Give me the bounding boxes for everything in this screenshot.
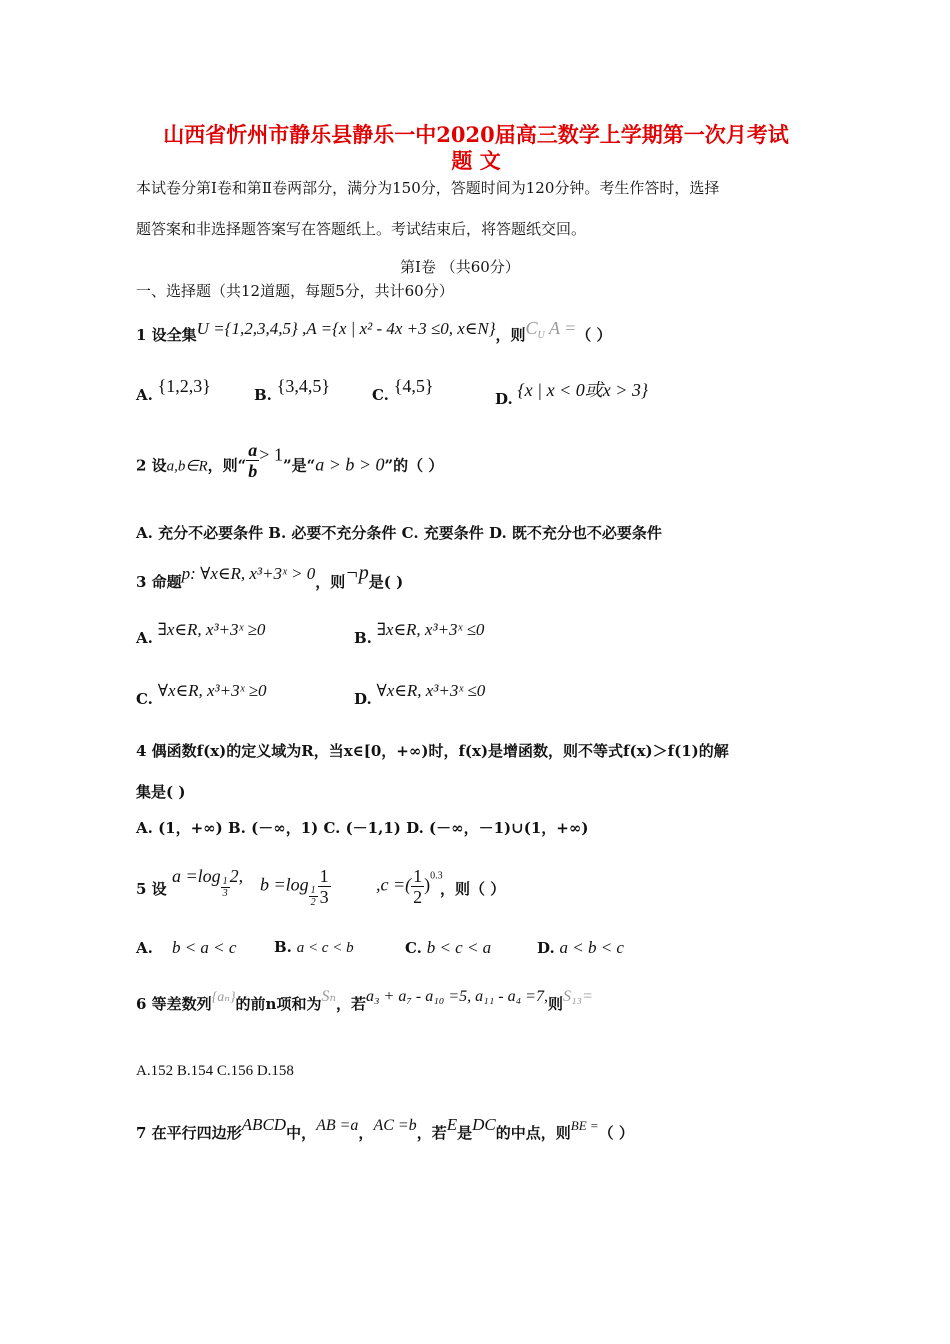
q3-option-c: C. ∀x∈R, x³+3ˣ ≥0	[136, 681, 267, 708]
q1-math-complement: $C_U$ A =	[525, 318, 577, 341]
q3-option-a: A. ∃x∈R, x³+3ˣ ≥0	[136, 620, 266, 647]
question-4-stem-line1: 4 偶函数f(x)的定义域为R，当x∈[0，+∞)时，f(x)是增函数，则不等式f(x)＞f(1)的解	[136, 742, 729, 760]
q5-option-d: D. a < b < c	[537, 938, 624, 957]
q2-options: A. 充分不必要条件 B. 必要不充分条件 C. 充要条件 D. 既不充分也不必要条件	[136, 524, 662, 542]
q5-option-c: C. b < c < a	[405, 938, 492, 957]
q1-option-a: A. {1,2,3}	[136, 376, 211, 404]
section-part: 一、选择题（共12道题，每题5分，共计60分）	[136, 282, 454, 300]
question-2-stem: 2 设a,b∈R，则“ $\frac{a}{b}$ > 1”是“a > b > 0”的（ ）	[136, 440, 444, 481]
question-3-stem: 3 命题p: ∀x∈R, x³+3ˣ > 0，则¬p是( )	[136, 562, 404, 591]
exam-title-line1: 山西省忻州市静乐县静乐一中2020届高三数学上学期第一次月考试	[163, 122, 789, 147]
q1-stem-mid: ，则	[495, 326, 526, 344]
q3-option-d: D. ∀x∈R, x³+3ˣ ≤0	[354, 681, 486, 708]
question-4-stem-line2: 集是( )	[136, 783, 186, 801]
exam-title-line2: 题 文	[451, 148, 501, 173]
q5-option-b: B. a < c < b	[274, 938, 354, 956]
q1-option-d: D. {x | x < 0或x > 3}	[495, 380, 649, 408]
q5-math-c: ,c =( $\frac{1}{2}$ )$^{0.3}$	[376, 866, 443, 907]
q1-stem-pre: 1 设全集	[136, 326, 197, 344]
q1-paren: （ ）	[576, 326, 612, 344]
q5-math-b: b =log $\frac{1}{2}$ $\frac{1}{3}$	[260, 866, 329, 908]
q1-option-b: B. {3,4,5}	[254, 376, 330, 404]
q4-options: A. (1，+∞) B. (－∞，1) C. (－1,1) D. (－∞，－1)∪(1，+∞)	[136, 819, 589, 837]
q5-math-a: a =log $\frac{1}{3}$ 2,	[172, 866, 244, 899]
q6-options: A.152 B.154 C.156 D.158	[136, 1063, 294, 1079]
intro-line2: 题答案和非选择题答案写在答题纸上。考试结束后，将答题纸交回。	[136, 220, 587, 238]
q2-fraction: $\frac{a}{b}$	[248, 440, 258, 481]
question-7-stem: 7 在平行四边形ABCD中，AB =a，AC =b，若E是DC的中点，则BE =（ ）	[136, 1115, 634, 1142]
section-heading: 第Ⅰ卷 （共60分）	[400, 258, 520, 276]
q5-option-a: A. b < a < c	[136, 938, 237, 957]
exam-page: 山西省忻州市静乐县静乐一中2020届高三数学上学期第一次月考试 题 文 本试卷分第Ⅰ卷和第Ⅱ卷两部分，满分为150分，答题时间为120分钟。考生作答时，选择 题答案和非选择题答案写在答题纸上。考试结束后，将答题纸交回。 第Ⅰ卷 （共60分） 一、选择题（共12道题，每题5分，共计60分） 1 设全集U ={1,2,3,4,5} ,A ={x | x² - 4x +3 ≤0, x∈N}，则$C_U$ A =（ ） A. {1,2,3} B. {3,4,5} C. {4,5} D. {x | x < 0或x > 3} 2 设a,b∈R，则“ $\frac{a}{b}$ > 1”是“a > b > 0”的（ ） A. 充分不必要条件 B. 必要不充分条件 C. 充要条件 D. 既不充分也不必要条件 3 命题p: ∀x∈R, x³+3ˣ > 0，则¬p是( ) A. ∃x∈R, x³+3ˣ ≥0 B. ∃x∈R, x³+3ˣ ≤0 C. ∀x∈R, x³+3ˣ ≥0 D. ∀x∈R, x³+3ˣ ≤0 4 偶函数f(x)的定义域为R，当x∈[0，+∞)时，f(x)是增函数，则不等式f(x)＞f(1)的解 集是( ) A. (1，+∞) B. (－∞，1) C. (－1,1) D. (－∞，－1)∪(1，+∞) 5 设 a =log $\frac{1}{3}$ 2, b =log $\frac{1}{2}$ $\frac{1}{3}$ ,c =( $\frac{1}{2}$ )$^{0.3}$ ，则（ ） A. b < a < c B. a < c < b C. b < c < a D. a < b < c 6 等差数列{aₙ}的前n项和为Sₙ，若a₃ + a₇ - a₁₀ =5, a₁₁ - a₄ =7,则S₁₃= A.152 B.154 C.156 D.158 7 在平行四边形ABCD中，AB =a，AC =b，若E是DC的中点，则BE =（ ）	[0, 0, 950, 1344]
question-6-stem: 6 等差数列{aₙ}的前n项和为Sₙ，若a₃ + a₇ - a₁₀ =5, a₁₁ - a₄ =7,则S₁₃=	[136, 988, 593, 1013]
q1-math-set: U ={1,2,3,4,5} ,A ={x | x² - 4x +3 ≤0, x∈N}	[196, 319, 496, 338]
intro-line1: 本试卷分第Ⅰ卷和第Ⅱ卷两部分，满分为150分，答题时间为120分钟。考生作答时，选择	[136, 179, 720, 197]
question-1-stem	[136, 318, 612, 345]
q1-option-c: C. {4,5}	[372, 376, 434, 404]
q3-option-b: B. ∃x∈R, x³+3ˣ ≤0	[354, 620, 485, 647]
